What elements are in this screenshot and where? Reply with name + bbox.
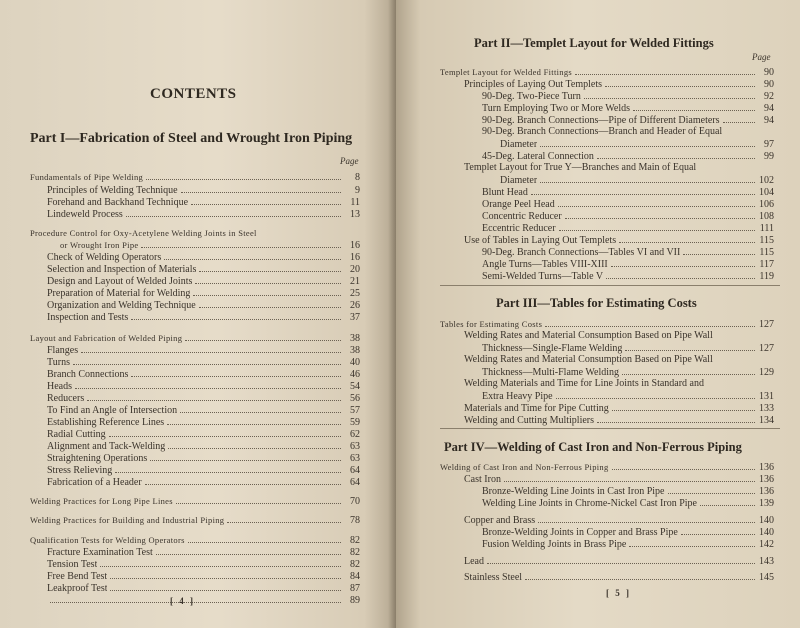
- leader-dots: [625, 342, 755, 351]
- toc-entry: [30, 514, 360, 527]
- toc-entry-page: 134: [759, 415, 774, 426]
- toc-entry-title-line: Welding Rates and Material Consumption Based on Pipe Wall: [464, 354, 713, 365]
- leader-dots: [559, 222, 755, 231]
- leader-dots: [575, 66, 755, 75]
- leader-dots: [115, 464, 341, 473]
- toc-entry-title: Welding Practices for Long Pipe Lines: [30, 496, 173, 506]
- toc-entry-title: Eccentric Reducer: [482, 223, 556, 234]
- toc-entry-title: Welding Practices for Building and Industrial Piping: [30, 515, 225, 525]
- toc-entry: [482, 270, 774, 283]
- toc-entry-title: Free Bend Test: [47, 571, 108, 582]
- toc-entry-title: Organization and Welding Technique: [47, 300, 196, 311]
- page-column-label-right: Page: [752, 52, 771, 62]
- toc-entry-title-line: Welding Materials and Time for Line Joints in Standard and: [464, 378, 704, 389]
- page-number-left: [ 4 ]: [170, 596, 195, 606]
- leader-dots: [100, 558, 341, 567]
- part4-title: Part IV—Welding of Cast Iron and Non-Ferrous Piping: [444, 440, 742, 454]
- toc-entry-page: 136: [759, 486, 774, 497]
- toc-entry-title: Welding and Cutting Multipliers: [464, 415, 595, 426]
- toc-entry-page: 140: [759, 515, 774, 526]
- right-page: [396, 0, 800, 628]
- leader-dots: [181, 184, 341, 193]
- toc-entry-title: Semi-Welded Turns—Table V: [482, 271, 604, 282]
- toc-entry-page: 119: [759, 271, 774, 282]
- leader-dots: [612, 461, 755, 470]
- leader-dots: [723, 114, 755, 123]
- toc-entry-page: 37: [350, 312, 360, 323]
- leader-dots: [597, 414, 755, 423]
- toc-entry-page: 25: [350, 288, 360, 299]
- leader-dots: [629, 538, 755, 547]
- toc-entry-title: Turns: [47, 357, 70, 368]
- page-number-right: [ 5 ]: [606, 588, 631, 598]
- leader-dots: [199, 263, 341, 272]
- leader-dots: [188, 534, 341, 543]
- leader-dots: [126, 208, 341, 217]
- leader-dots: [141, 239, 341, 248]
- leader-dots: [622, 366, 755, 375]
- toc-entry-page: 104: [759, 187, 774, 198]
- toc-entry-page: 115: [759, 247, 774, 258]
- leader-dots: [633, 102, 755, 111]
- leader-dots: [150, 452, 341, 461]
- toc-entry-page: 108: [759, 211, 774, 222]
- leader-dots: [584, 90, 755, 99]
- toc-entry-title: Selection and Inspection of Materials: [47, 264, 197, 275]
- toc-entry-page: 11: [350, 197, 360, 208]
- toc-entry-title: Lindeweld Process: [47, 209, 123, 220]
- toc-entry-title: Welding Line Joints in Chrome-Nickel Cast Iron Pipe: [482, 498, 697, 509]
- leader-dots: [565, 210, 755, 219]
- toc-entry-title-line: Procedure Control for Oxy-Acetylene Welding Joints in Steel: [30, 228, 257, 238]
- toc-entry-title: Radial Cutting: [47, 429, 106, 440]
- toc-entry: [47, 476, 360, 489]
- toc-entry-page: 136: [759, 474, 774, 485]
- leader-dots: [180, 404, 341, 413]
- toc-entry-title: Fundamentals of Pipe Welding: [30, 172, 144, 182]
- toc-entry-title: Copper and Brass: [464, 515, 536, 526]
- toc-entry-title: Forehand and Backhand Technique: [47, 197, 189, 208]
- part3-title: Part III—Tables for Estimating Costs: [496, 296, 697, 310]
- toc-entry-title: Bronze-Welding Joints in Copper and Brass Pipe: [482, 527, 678, 538]
- leader-dots: [81, 344, 341, 353]
- leader-dots: [145, 476, 341, 485]
- toc-entry-title: 90-Deg. Two-Piece Turn: [482, 91, 581, 102]
- toc-entry-title: Fusion Welding Joints in Brass Pipe: [482, 539, 627, 550]
- leader-dots: [146, 171, 341, 180]
- leader-dots: [531, 186, 755, 195]
- toc-entry: [464, 555, 774, 568]
- toc-entry-title: Angle Turns—Tables VIII-XIII: [482, 259, 608, 270]
- toc-entry-page: 139: [759, 498, 774, 509]
- toc-entry-page: 13: [350, 209, 360, 220]
- toc-entry-page: 20: [350, 264, 360, 275]
- toc-entry-page: 82: [350, 535, 360, 546]
- page-column-label: Page: [340, 156, 359, 166]
- toc-entry-title: Flanges: [47, 345, 79, 356]
- toc-entry: [482, 538, 774, 551]
- leader-dots: [558, 198, 755, 207]
- toc-entry-page: 111: [759, 223, 774, 234]
- leader-dots: [545, 318, 755, 327]
- leader-dots: [525, 571, 755, 580]
- toc-entry: [464, 571, 774, 584]
- toc-entry-page: 62: [350, 429, 360, 440]
- leader-dots: [538, 514, 755, 523]
- toc-entry-page: 63: [350, 453, 360, 464]
- toc-entry-page: 94: [764, 103, 774, 114]
- toc-entry-page: 38: [350, 333, 360, 344]
- leader-dots: [700, 497, 755, 506]
- leader-dots: [73, 356, 341, 365]
- toc-entry: [482, 497, 774, 510]
- toc-entry-page: 92: [764, 91, 774, 102]
- toc-entry-page: 115: [759, 235, 774, 246]
- toc-entry-page: 87: [350, 583, 360, 594]
- part2-title: Part II—Templet Layout for Welded Fittings: [474, 36, 714, 50]
- toc-entry-page: 142: [759, 539, 774, 550]
- toc-entry-title: Principles of Welding Technique: [47, 185, 178, 196]
- leader-dots: [195, 275, 341, 284]
- leader-dots: [605, 78, 755, 87]
- toc-entry-title: 45-Deg. Lateral Connection: [482, 151, 594, 162]
- toc-entry-page: 64: [350, 477, 360, 488]
- toc-entry-page: 136: [759, 462, 774, 473]
- toc-entry: [47, 594, 360, 607]
- toc-entry-page: 9: [355, 185, 360, 196]
- toc-entry-title: Cast Iron: [464, 474, 501, 485]
- leader-dots: [185, 332, 341, 341]
- leader-dots: [168, 440, 341, 449]
- toc-entry-title: Thickness—Single-Flame Welding: [482, 343, 623, 354]
- toc-entry-title: Fabrication of a Header: [47, 477, 142, 488]
- toc-entry-page: 89: [350, 595, 360, 606]
- leader-dots: [110, 582, 341, 591]
- toc-entry-page: 90: [764, 67, 774, 78]
- toc-entry-page: 16: [350, 240, 360, 251]
- toc-entry-title: Concentric Reducer: [482, 211, 562, 222]
- toc-entry-title: Thickness—Multi-Flame Welding: [482, 367, 620, 378]
- leader-dots: [191, 196, 341, 205]
- leader-dots: [540, 138, 755, 147]
- toc-entry-page: 90: [764, 79, 774, 90]
- toc-entry: [30, 495, 360, 508]
- leader-dots: [110, 570, 341, 579]
- toc-entry-page: 84: [350, 571, 360, 582]
- toc-entry-page: 117: [759, 259, 774, 270]
- toc-entry-page: 143: [759, 556, 774, 567]
- toc-entry-title: Check of Welding Operators: [47, 252, 162, 263]
- leader-dots: [193, 287, 341, 296]
- toc-entry-title: Fracture Examination Test: [47, 547, 153, 558]
- leader-dots: [668, 485, 756, 494]
- toc-entry-page: 40: [350, 357, 360, 368]
- toc-entry-page: 21: [350, 276, 360, 287]
- toc-entry-page: 70: [350, 496, 360, 507]
- toc-entry-title: Alignment and Tack-Welding: [47, 441, 166, 452]
- leader-dots: [227, 514, 341, 523]
- toc-entry-page: 127: [759, 319, 774, 330]
- leader-dots: [164, 251, 341, 260]
- toc-entry-page: 57: [350, 405, 360, 416]
- leader-dots: [87, 392, 341, 401]
- toc-entry-title: or Wrought Iron Pipe: [60, 240, 139, 250]
- toc-entry-title-line: 90-Deg. Branch Connections—Branch and Header of Equal: [482, 126, 723, 137]
- toc-entry-title: Turn Employing Two or More Welds: [482, 103, 631, 114]
- toc-entry: [464, 414, 774, 427]
- leader-dots: [681, 526, 755, 535]
- leader-dots: [611, 258, 755, 267]
- toc-entry-title: Welding of Cast Iron and Non-Ferrous Piping: [440, 462, 609, 472]
- toc-entry-page: 102: [759, 175, 774, 186]
- leader-dots: [131, 368, 341, 377]
- toc-entry-page: 82: [350, 559, 360, 570]
- leader-dots: [619, 234, 755, 243]
- leader-dots: [487, 555, 755, 564]
- toc-entry-title: Stainless Steel: [464, 572, 523, 583]
- toc-entry-page: 54: [350, 381, 360, 392]
- toc-entry-page: 16: [350, 252, 360, 263]
- toc-entry-page: 59: [350, 417, 360, 428]
- toc-entry-title: Inspection and Tests: [47, 312, 129, 323]
- toc-entry-page: 46: [350, 369, 360, 380]
- leader-dots: [167, 416, 341, 425]
- leader-dots: [683, 246, 755, 255]
- toc-entry-title: Lead: [464, 556, 484, 567]
- toc-entry-title: Layout and Fabrication of Welded Piping: [30, 333, 183, 343]
- leader-dots: [50, 594, 341, 603]
- leader-dots: [540, 174, 755, 183]
- toc-entry-page: 145: [759, 572, 774, 583]
- toc-entry-title: Bronze-Welding Line Joints in Cast Iron Pipe: [482, 486, 665, 497]
- contents-title: CONTENTS: [150, 86, 237, 102]
- toc-entry-title: 90-Deg. Branch Connections—Pipe of Different Diameters: [482, 115, 720, 126]
- toc-entry-title: Extra Heavy Pipe: [482, 391, 553, 402]
- toc-entry-page: 99: [764, 151, 774, 162]
- toc-entry-title: Principles of Laying Out Templets: [464, 79, 602, 90]
- toc-entry-page: 94: [764, 115, 774, 126]
- toc-entry-page: 131: [759, 391, 774, 402]
- toc-entry-title: Stress Relieving: [47, 465, 113, 476]
- toc-entry-title: Materials and Time for Pipe Cutting: [464, 403, 609, 414]
- leader-dots: [556, 390, 755, 399]
- toc-entry: [47, 311, 360, 324]
- toc-entry-page: 97: [764, 139, 774, 150]
- toc-entry-title: Heads: [47, 381, 72, 392]
- toc-entry-title: Use of Tables in Laying Out Templets: [464, 235, 617, 246]
- toc-entry-title: Leakproof Test: [47, 583, 108, 594]
- toc-entry-page: 38: [350, 345, 360, 356]
- toc-entry-title: Orange Peel Head: [482, 199, 555, 210]
- toc-entry-title: Reducers: [47, 393, 85, 404]
- toc-entry-title: Branch Connections: [47, 369, 129, 380]
- toc-entry: [30, 171, 360, 184]
- toc-entry-title: Blunt Head: [482, 187, 528, 198]
- toc-entry-title-line: Templet Layout for True Y—Branches and Main of Equal: [464, 162, 697, 173]
- toc-entry-title: Tables for Estimating Costs: [440, 319, 543, 329]
- toc-entry-title: Qualification Tests for Welding Operators: [30, 535, 185, 545]
- part1-title: Part I—Fabrication of Steel and Wrought Iron Piping: [30, 131, 353, 146]
- leader-dots: [199, 299, 341, 308]
- section-divider: [440, 285, 780, 286]
- left-page: [0, 0, 396, 628]
- toc-entry-title: Diameter: [500, 139, 538, 150]
- toc-entry-page: 56: [350, 393, 360, 404]
- toc-entry-page: 78: [350, 515, 360, 526]
- toc-entry-page: 133: [759, 403, 774, 414]
- toc-entry-page: 26: [350, 300, 360, 311]
- toc-entry-title: Preparation of Material for Welding: [47, 288, 191, 299]
- toc-entry-page: 82: [350, 547, 360, 558]
- leader-dots: [131, 311, 341, 320]
- toc-entry-title-line: Welding Rates and Material Consumption Based on Pipe Wall: [464, 330, 713, 341]
- leader-dots: [504, 473, 755, 482]
- toc-entry-page: 129: [759, 367, 774, 378]
- toc-entry-page: 140: [759, 527, 774, 538]
- leader-dots: [597, 150, 755, 159]
- section-divider: [440, 428, 780, 429]
- toc-entry-page: 64: [350, 465, 360, 476]
- leader-dots: [75, 380, 341, 389]
- toc-entry-title: Design and Layout of Welded Joints: [47, 276, 193, 287]
- toc-entry-page: 106: [759, 199, 774, 210]
- leader-dots: [109, 428, 341, 437]
- toc-entry-title: 90-Deg. Branch Connections—Tables VI and VII: [482, 247, 681, 258]
- leader-dots: [176, 495, 341, 504]
- toc-entry: [47, 208, 360, 221]
- toc-entry-page: 127: [759, 343, 774, 354]
- leader-dots: [606, 270, 755, 279]
- toc-entry-title: To Find an Angle of Intersection: [47, 405, 178, 416]
- toc-entry-title: Diameter: [500, 175, 538, 186]
- leader-dots: [612, 402, 755, 411]
- toc-entry-title: Tension Test: [47, 559, 98, 570]
- toc-entry-page: 63: [350, 441, 360, 452]
- toc-entry-page: 8: [355, 172, 360, 183]
- toc-entry-title: Straightening Operations: [47, 453, 148, 464]
- toc-entry-title: Establishing Reference Lines: [47, 417, 165, 428]
- leader-dots: [156, 546, 341, 555]
- toc-entry-title: Templet Layout for Welded Fittings: [440, 67, 572, 77]
